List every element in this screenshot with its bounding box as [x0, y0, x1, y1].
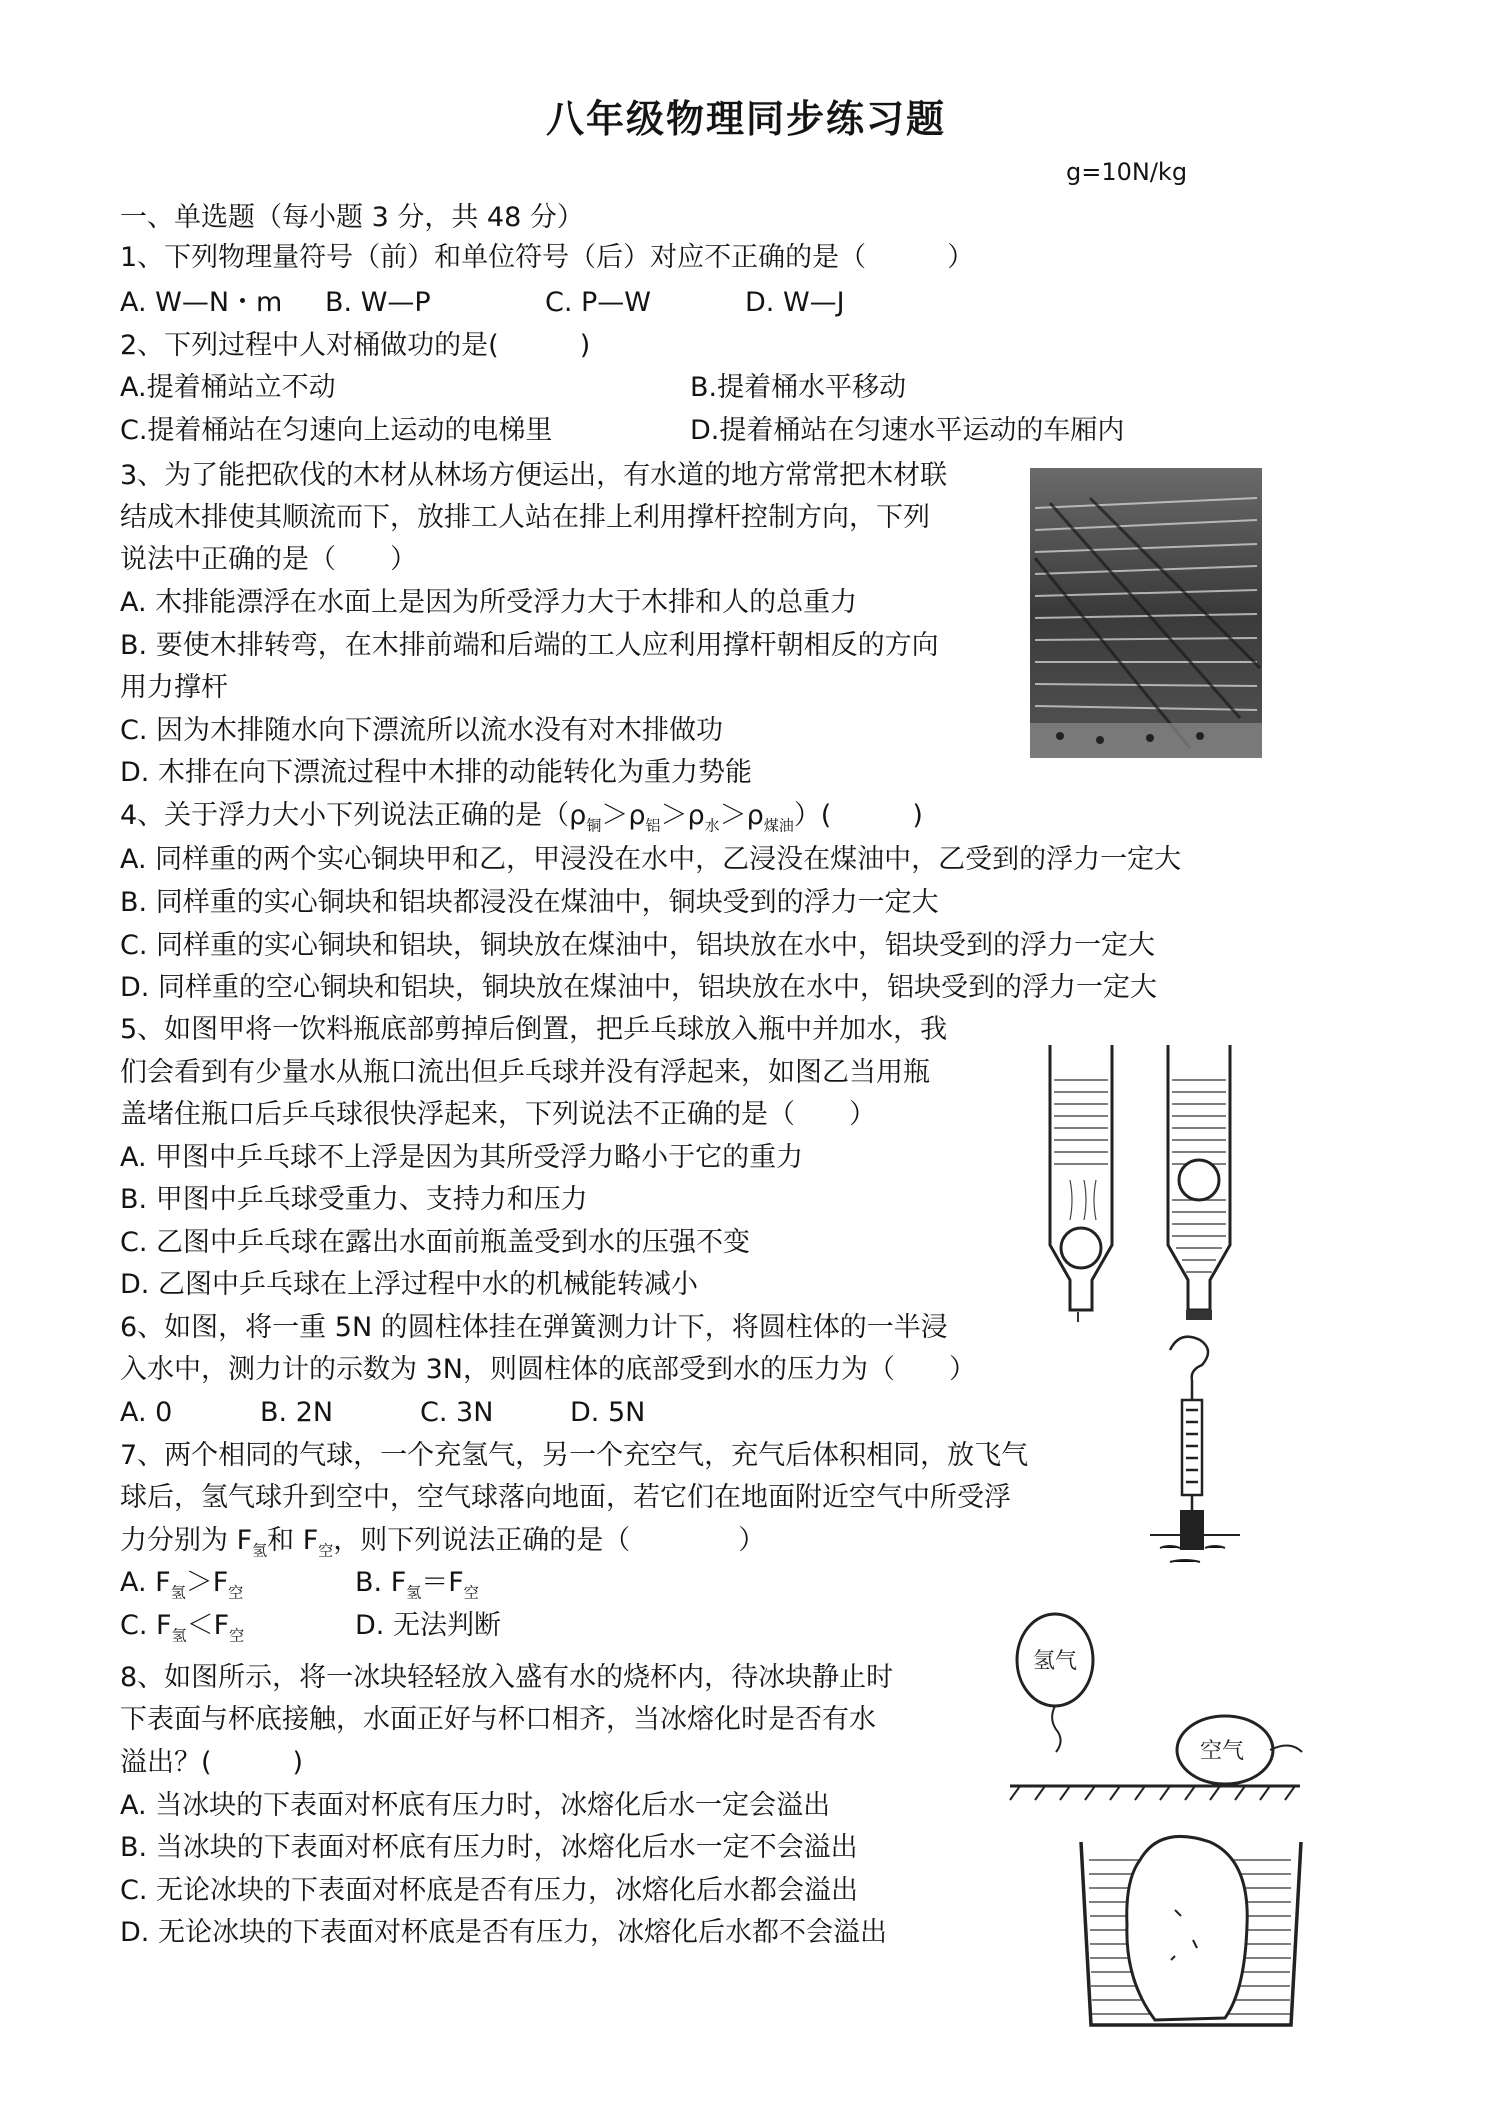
q4-option-a: A. 同样重的两个实心铜块甲和乙，甲浸没在水中，乙浸没在煤油中，乙受到的浮力一定大	[120, 844, 1182, 875]
q4-option-c: C. 同样重的实心铜块和铝块，铜块放在煤油中，铝块放在水中，铝块受到的浮力一定大	[120, 930, 1156, 961]
q5-stem-line1: 5、如图甲将一饮料瓶底部剪掉后倒置，把乒乓球放入瓶中并加水，我	[120, 1014, 948, 1045]
q1-option-b: B. W—P	[325, 287, 431, 318]
q4-option-b: B. 同样重的实心铜块和铝块都浸没在煤油中，铜块受到的浮力一定大	[120, 887, 939, 918]
q6-option-a: A. 0	[120, 1397, 173, 1428]
q7-stem-line3: 力分别为 $F_氢$和 $F_空$，则下列说法正确的是（ ）	[120, 1525, 766, 1560]
q7-stem-line1: 7、两个相同的气球，一个充氢气，另一个充空气，充气后体积相同，放飞气	[120, 1440, 1029, 1471]
q8-stem-line3: 溢出？( )	[120, 1747, 304, 1778]
page-title: 八年级物理同步练习题	[545, 97, 946, 141]
q2-option-d: D.提着桶站在匀速水平运动的车厢内	[690, 415, 1125, 446]
ice-beaker-figure	[1075, 1830, 1305, 2030]
q6-stem-line2: 入水中，测力计的示数为 3N，则圆柱体的底部受到水的压力为（ ）	[120, 1354, 976, 1385]
q3-option-b-line1: B. 要使木排转弯，在木排前端和后端的工人应利用撑杆朝相反的方向	[120, 630, 939, 661]
q5-option-c: C. 乙图中乒乓球在露出水面前瓶盖受到水的压强不变	[120, 1227, 751, 1258]
q3-option-c: C. 因为木排随水向下漂流所以流水没有对木排做功	[120, 715, 724, 746]
raft-photo	[1030, 468, 1262, 758]
q3-option-b-line2: 用力撑杆	[120, 672, 228, 703]
air-label: 空气	[1199, 1739, 1245, 1764]
q2-option-b: B.提着桶水平移动	[690, 372, 907, 403]
q5-option-a: A. 甲图中乒乓球不上浮是因为其所受浮力略小于它的重力	[120, 1142, 804, 1173]
q6-option-d: D. 5N	[570, 1397, 646, 1428]
q3-stem-line1: 3、为了能把砍伐的木材从林场方便运出，有水道的地方常常把木材联	[120, 460, 948, 491]
q4-option-d: D. 同样重的空心铜块和铝块，铜块放在煤油中，铝块放在水中，铝块受到的浮力一定大	[120, 972, 1157, 1003]
q3-stem-line2: 结成木排使其顺流而下，放排工人站在排上利用撑杆控制方向，下列	[120, 502, 930, 533]
q1-option-d: D. W—J	[745, 287, 845, 318]
balloon-figure	[1000, 1610, 1310, 1810]
q6-option-b: B. 2N	[260, 1397, 334, 1428]
q1-stem: 1、下列物理量符号（前）和单位符号（后）对应不正确的是（ ）	[120, 242, 975, 273]
q7-option-b: B. $F_氢=F_空$	[355, 1567, 479, 1602]
q7-option-d: D. 无法判断	[355, 1610, 501, 1641]
q8-option-b: B. 当冰块的下表面对杯底有压力时，冰熔化后水一定不会溢出	[120, 1832, 858, 1863]
q8-stem-line2: 下表面与杯底接触，水面正好与杯口相齐，当冰熔化时是否有水	[120, 1704, 876, 1735]
bottle-figure	[1040, 1040, 1280, 1330]
q8-option-c: C. 无论冰块的下表面对杯底是否有压力，冰熔化后水都会溢出	[120, 1875, 859, 1906]
q8-option-d: D. 无论冰块的下表面对杯底是否有压力，冰熔化后水都不会溢出	[120, 1917, 887, 1948]
q1-option-a: A. W—N・m	[120, 287, 283, 318]
q8-option-a: A. 当冰块的下表面对杯底有压力时，冰熔化后水一定会溢出	[120, 1790, 831, 1821]
gravity-constant: g=10N/kg	[1066, 158, 1188, 186]
q7-option-c: C. $F_氢<F_空$	[120, 1610, 245, 1645]
q5-stem-line3: 盖堵住瓶口后乒乓球很快浮起来，下列说法不正确的是（ ）	[120, 1099, 876, 1130]
section-heading: 一、单选题（每小题 3 分，共 48 分）	[120, 202, 584, 233]
q5-option-d: D. 乙图中乒乓球在上浮过程中水的机械能转减小	[120, 1269, 698, 1300]
spring-scale-figure	[1140, 1330, 1250, 1580]
q2-option-c: C.提着桶站在匀速向上运动的电梯里	[120, 415, 553, 446]
q5-option-b: B. 甲图中乒乓球受重力、支持力和压力	[120, 1184, 588, 1215]
q6-option-c: C. 3N	[420, 1397, 494, 1428]
q5-stem-line2: 们会看到有少量水从瓶口流出但乒乓球并没有浮起来，如图乙当用瓶	[120, 1057, 930, 1088]
q3-stem-line3: 说法中正确的是（ ）	[120, 544, 417, 575]
q2-option-a: A.提着桶站立不动	[120, 372, 336, 403]
q4-stem: 4、关于浮力大小下列说法正确的是$(\rho_铜>\rho_铝>\rho_水>\rho_{煤油})$( )	[120, 800, 923, 835]
q7-option-a: A. $F_氢>F_空$	[120, 1567, 244, 1602]
q3-option-a: A. 木排能漂浮在水面上是因为所受浮力大于木排和人的总重力	[120, 587, 858, 618]
q6-stem-line1: 6、如图，将一重 5N 的圆柱体挂在弹簧测力计下，将圆柱体的一半浸	[120, 1312, 948, 1343]
q1-option-c: C. P—W	[545, 287, 651, 318]
q2-stem: 2、下列过程中人对桶做功的是( )	[120, 330, 591, 361]
q7-stem-line2: 球后，氢气球升到空中，空气球落向地面，若它们在地面附近空气中所受浮	[120, 1482, 1011, 1513]
hydrogen-label: 氢气	[1032, 1649, 1078, 1674]
q3-option-d: D. 木排在向下漂流过程中木排的动能转化为重力势能	[120, 757, 752, 788]
q8-stem-line1: 8、如图所示，将一冰块轻轻放入盛有水的烧杯内，待冰块静止时	[120, 1662, 894, 1693]
